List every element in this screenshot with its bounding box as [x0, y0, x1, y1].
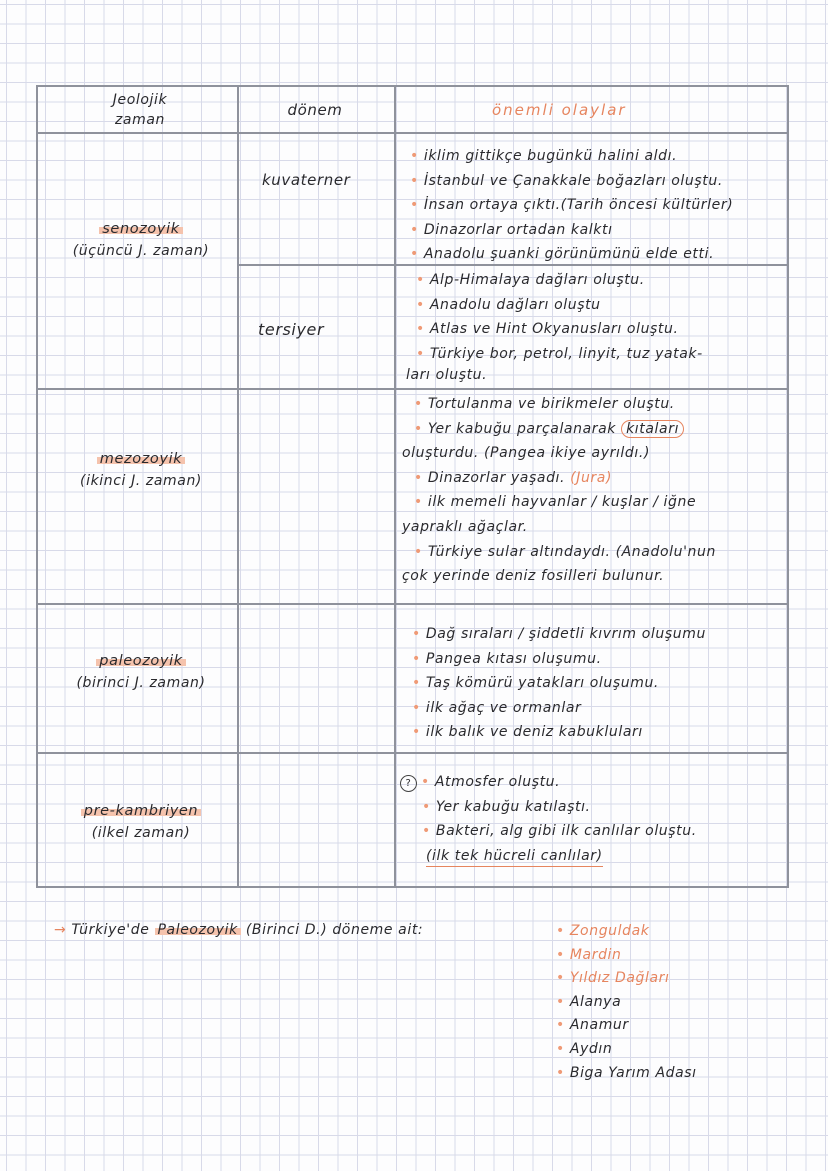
- list-item: • İnsan ortaya çıktı.(Tarih öncesi kültürler): [410, 197, 734, 214]
- list-item: • Dağ sıraları / şiddetli kıvrım oluşumu: [412, 626, 706, 642]
- era-senozoyik: [46, 218, 236, 262]
- list-item-continued: yapraklı ağaçlar.: [402, 518, 528, 535]
- places-list: [556, 920, 697, 1085]
- list-item: • Yer kabuğu katılaştı.: [422, 798, 591, 815]
- era-mezozoyik: [46, 448, 236, 492]
- header-jeolojik-line1: Jeolojik: [112, 92, 168, 108]
- list-item: • Anadolu dağları oluştu: [416, 296, 601, 313]
- list-item: • Taş kömürü yatakları oluşumu.: [412, 675, 659, 692]
- era-prekambriyen: [46, 800, 236, 844]
- question-mark-icon: ?: [400, 775, 417, 792]
- list-item: • ilk memeli hayvanlar / kuşlar / iğne: [414, 494, 697, 511]
- list-item: • Atlas ve Hint Okyanusları oluştu.: [416, 321, 679, 338]
- era-senozoyik-sub: (üçüncü J. zaman): [72, 243, 210, 259]
- era-mezozoyik-sub: (ikinci J. zaman): [80, 473, 202, 489]
- list-item: • Alp-Himalaya dağları oluştu.: [416, 272, 645, 288]
- list-item: • ilk ağaç ve ormanlar: [412, 699, 582, 716]
- list-item-continued: ları oluştu.: [406, 367, 488, 384]
- list-item: • Zonguldak: [556, 923, 650, 939]
- list-item: • Pangea kıtası oluşumu.: [412, 650, 602, 667]
- table-bottom-border: [36, 886, 788, 888]
- list-item: ? • Atmosfer oluştu.: [400, 770, 697, 795]
- note-suffix: (Birinci D.) döneme ait:: [245, 922, 424, 938]
- list-item: • Anamur: [556, 1017, 629, 1034]
- era-paleozoyik: [46, 650, 236, 694]
- row-divider-paleozoyik-prekambriyen: [36, 752, 788, 754]
- list-item-continued: çok yerinde deniz fosilleri bulunur.: [402, 568, 665, 585]
- column-divider-2: [394, 85, 396, 888]
- list-item: • Yer kabuğu parçalanarak kıtaları: [402, 417, 716, 442]
- header-jeolojik-zaman: [60, 90, 220, 130]
- table-left-border: [36, 85, 38, 888]
- list-item: • Mardin: [556, 946, 622, 963]
- table-top-border: [36, 85, 788, 87]
- note-prefix: Türkiye'de: [71, 922, 150, 938]
- era-prekambriyen-sub: (ilkel zaman): [91, 825, 191, 841]
- row-divider-mezozoyik-paleozoyik: [36, 603, 788, 605]
- list-item: • Alanya: [556, 993, 622, 1010]
- header-jeolojik-line2: zaman: [114, 112, 166, 128]
- era-paleozoyik-sub: (birinci J. zaman): [76, 675, 206, 691]
- period-tersiyer: tersiyer: [258, 320, 325, 339]
- era-prekambriyen-name: pre-kambriyen: [81, 803, 201, 819]
- events-paleozoyik: [412, 622, 706, 745]
- list-item: • İstanbul ve Çanakkale boğazları oluştu.: [410, 172, 723, 189]
- list-item-continued: (ilk tek hücreli canlılar): [426, 846, 603, 867]
- kitalari-circled: kıtaları: [621, 420, 684, 438]
- list-item: • Biga Yarım Adası: [556, 1064, 697, 1081]
- list-item-continued: oluşturdu. (Pangea ikiye ayrıldı.): [402, 445, 651, 462]
- header-donem: dönem: [287, 101, 343, 119]
- list-item: • Tortulanma ve birikmeler oluştu.: [414, 396, 675, 412]
- note-highlight: Paleozoyik: [155, 922, 241, 938]
- list-item: • Dinazorlar ortadan kalktı: [410, 221, 613, 238]
- events-tersiyer: [406, 268, 703, 384]
- era-mezozoyik-name: mezozoyik: [97, 451, 185, 467]
- arrow-right-icon: →: [54, 922, 67, 938]
- paleozoyik-places-note: [54, 918, 423, 943]
- column-divider-1: [237, 85, 239, 888]
- list-item: • ilk balık ve deniz kabukluları: [412, 724, 643, 741]
- list-item: • Dinazorlar yaşadı. (Jura): [414, 469, 613, 486]
- era-senozoyik-name: senozoyik: [99, 221, 182, 237]
- list-item: • Yıldız Dağları: [556, 970, 670, 987]
- list-item: • Türkiye sular altındaydı. (Anadolu'nun: [414, 543, 716, 560]
- era-paleozoyik-name: paleozoyik: [96, 653, 185, 669]
- events-mezozoyik: [402, 392, 716, 589]
- list-item: • iklim gittikçe bugünkü halini aldı.: [410, 148, 678, 164]
- list-item: • Aydın: [556, 1040, 613, 1057]
- period-kuvaterner: kuvaterner: [262, 171, 351, 189]
- events-prekambriyen: [400, 770, 697, 868]
- list-item: • Anadolu şuanki görünümünü elde etti.: [410, 246, 715, 263]
- header-onemli-olaylar: önemli olaylar: [492, 101, 627, 119]
- list-item: • Bakteri, alg gibi ilk canlılar oluştu.: [422, 823, 697, 840]
- table-right-border: [787, 85, 789, 888]
- list-item: • Türkiye bor, petrol, linyit, tuz yatak-: [416, 345, 703, 362]
- row-divider-senozoyik-mezozoyik: [36, 388, 788, 390]
- jura-note: (Jura): [570, 469, 613, 486]
- events-kuvaterner: [410, 144, 733, 267]
- table-header-divider: [36, 132, 788, 134]
